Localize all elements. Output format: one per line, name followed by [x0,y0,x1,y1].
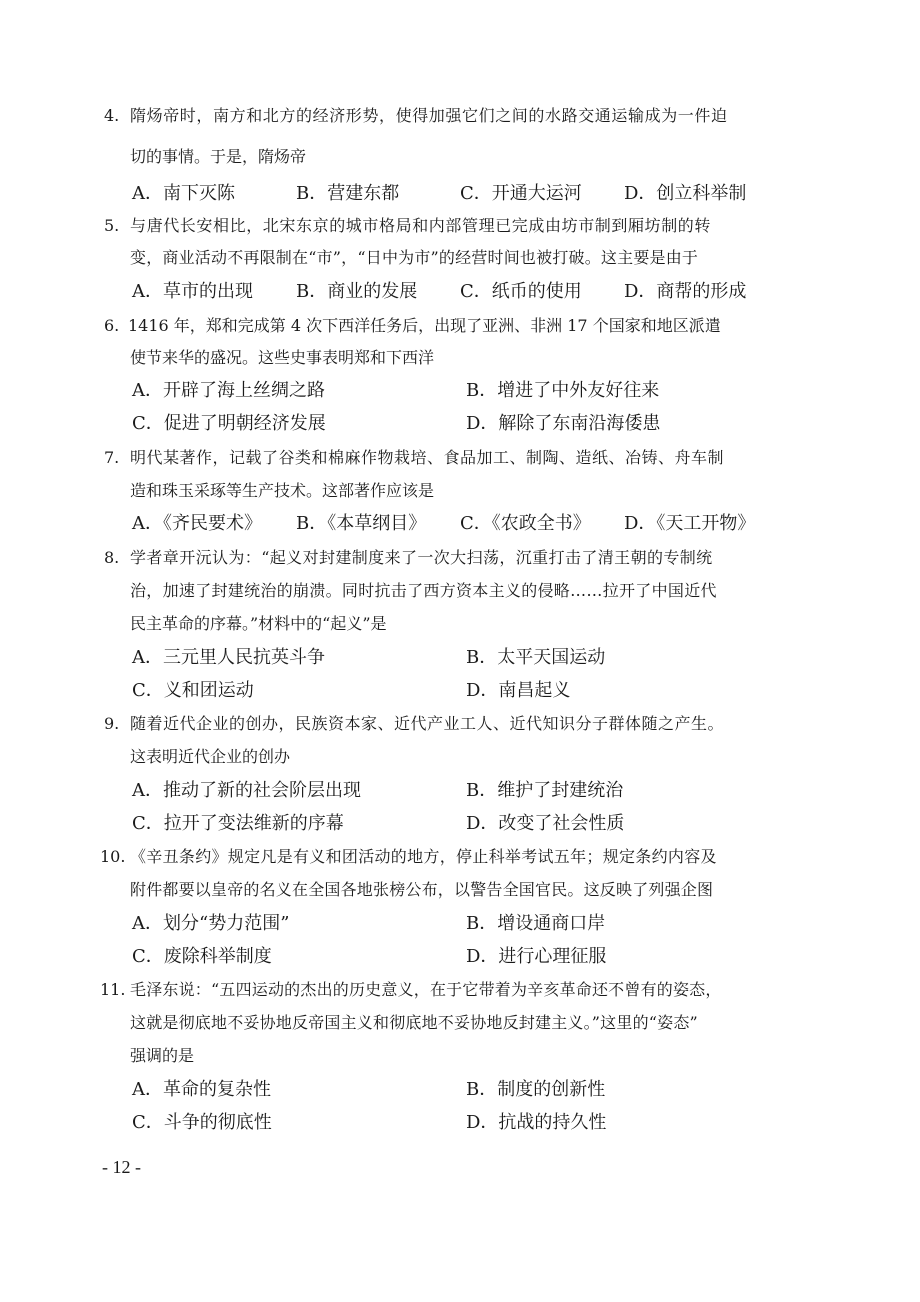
option-d: D．改变了社会性质 [466,813,625,834]
question-text-line: 治，加速了封建统治的崩溃。同时抗击了西方资本主义的侵略……拉开了中国近代 [130,581,717,600]
question-text-line: 这表明近代企业的创办 [130,747,291,766]
question-text-line: 变，商业活动不再限制在“市”，“日中为市”的经营时间也被打破。这主要是由于 [130,248,699,267]
option-c: C．斗争的彻底性 [132,1112,272,1133]
option-d: D．抗战的持久性 [466,1112,607,1133]
option-c: C．义和团运动 [132,680,254,701]
option-c: C．拉开了变法维新的序幕 [132,813,344,834]
question-number: 7. [104,448,120,467]
question-text-line: 学者章开沅认为：“起义对封建制度来了一次大扫荡，沉重打击了清王朝的专制统 [130,548,713,567]
option-a: A．南下灭陈 [132,183,235,204]
question-number: 8. [104,548,120,567]
question-text-line: 切的事情。于是，隋炀帝 [130,147,307,166]
question-text-line: 随着近代企业的创办，民族资本家、近代产业工人、近代知识分子群体随之产生。 [130,714,725,733]
option-b: B．商业的发展 [296,281,418,302]
option-b: B．太平天国运动 [466,647,606,668]
question-number: 10. [100,847,126,866]
option-b: B．增进了中外友好往来 [466,380,660,401]
option-b: B．维护了封建统治 [466,780,624,801]
option-d: D．南昌起义 [466,680,571,701]
question-text-line: 明代某著作，记载了谷类和棉麻作物栽培、食品加工、制陶、造纸、冶铸、舟车制 [130,448,725,467]
option-d: D．解除了东南沿海倭患 [466,413,661,434]
option-d: D．商帮的形成 [624,281,747,302]
question-text-line: 这就是彻底地不妥协地反帝国主义和彻底地不妥协地反封建主义。”这里的“姿态” [130,1013,698,1032]
question-text-line: 隋炀帝时，南方和北方的经济形势，使得加强它们之间的水路交通运输成为一件迫 [130,106,728,125]
option-b: B．《本草纲目》 [296,513,427,534]
option-a: A．草市的出现 [132,281,253,302]
question-text-line: 民主革命的序幕。”材料中的“起义”是 [130,614,387,633]
question-text-line: 《辛丑条约》规定凡是有义和团活动的地方，停止科举考试五年；规定条约内容及 [130,847,717,866]
option-c: C．《农政全书》 [460,513,591,534]
option-d: D．《天工开物》 [624,513,756,534]
option-d: D．创立科举制 [624,183,747,204]
question-number: 4. [104,106,120,125]
question-text-line: 强调的是 [130,1046,195,1065]
option-a: A．开辟了海上丝绸之路 [132,380,325,401]
question-number: 6. [104,316,120,335]
question-text-line: 造和珠玉采琢等生产技术。这部著作应该是 [130,481,435,500]
question-number: 9. [104,714,120,733]
option-a: A．《齐民要术》 [132,513,262,534]
option-a: A．三元里人民抗英斗争 [132,647,325,668]
option-c: C．开通大运河 [460,183,582,204]
option-b: B．增设通商口岸 [466,913,606,934]
question-text-line: 毛泽东说：“五四运动的杰出的历史意义，在于它带着为辛亥革命还不曾有的姿态， [130,980,722,999]
option-c: C．促进了明朝经济发展 [132,413,326,434]
option-c: C．纸币的使用 [460,281,582,302]
question-text-line: 与唐代长安相比，北宋东京的城市格局和内部管理已完成由坊市制到厢坊制的转 [130,216,712,235]
option-a: A．革命的复杂性 [132,1079,271,1100]
option-a: A．推动了新的社会阶层出现 [132,780,361,801]
question-text-line: 使节来华的盛况。这些史事表明郑和下西洋 [130,348,435,367]
option-d: D．进行心理征服 [466,946,607,967]
option-a: A．划分“势力范围” [132,913,290,934]
option-b: B．营建东都 [296,183,400,204]
option-b: B．制度的创新性 [466,1079,606,1100]
question-number: 5. [104,216,120,235]
page-number: - 12 - [102,1157,141,1177]
question-text-line: 附件都要以皇帝的名义在全国各地张榜公布，以警告全国官民。这反映了列强企图 [130,880,714,899]
question-text-line: 1416 年，郑和完成第 4 次下西洋任务后，出现了亚洲、非洲 17 个国家和地区派遣 [128,316,721,335]
question-number: 11. [100,980,126,999]
option-c: C．废除科举制度 [132,946,272,967]
